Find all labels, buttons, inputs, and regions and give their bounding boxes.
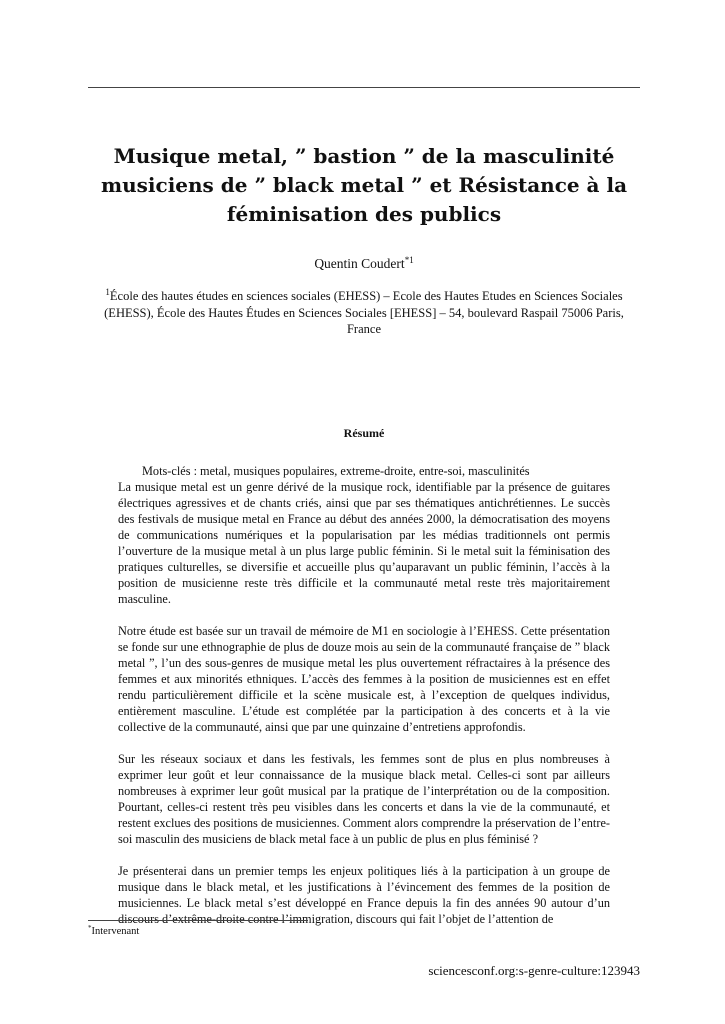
abstract-paragraph-2: Notre étude est basée sur un travail de mémoire de M1 en sociologie à l’EHESS. Cette présentation se fonde sur une ethnographie de plus de douze mois au sein de la communauté française de ” black metal ”, l’un des sous-genres de musique metal les plus ouvertement réfractaires à la présence des femmes et aux minorités ethniques. L’accès des femmes à la position de musiciennes est en effet rendu particulièrement difficile et la scène musicale est, à l’exception de quelques individus, entièrement masculine. L’étude est complétée par la participation à des concerts et à la vie collective de la communauté, ainsi que par une quinzaine d’entretiens approfondis. <box>118 624 610 734</box>
abstract-paragraph-1-text: La musique metal est un genre dérivé de la musique rock, identifiable par la présence de guitares électriques agressives et de chants criés, ainsi que par ses thématiques antichrétiennes. Le succès des festivals de musique metal en France au début des années 2000, la démocratisation des moyens de communications numériques et la popularisation par les médias traditionnels ont permis l’ouverture de la musique metal à un plus large public féminin. Si le metal suit la féminisation des pratiques culturelles, se diversifie et accueille plus qu’auparavant un public féminin, l’accès à la position de musicienne reste très difficile et la communauté metal reste très majoritairement masculine. <box>118 480 610 606</box>
abstract-body <box>118 463 610 943</box>
affiliation <box>88 288 640 338</box>
abstract-paragraph-3: Sur les réseaux sociaux et dans les festivals, les femmes sont de plus en plus nombreuses à exprimer leur goût et leur connaissance de la musique black metal. Celles-ci sont par ailleurs nombreuses à exprimer leur goût musical par la pratique de l’interprétation ou de la composition. Pourtant, celles-ci restent très peu visibles dans les concerts et dans la vie de la communauté, et restent exclues des positions de musiciennes. Comment alors comprendre la préservation de l’entre-soi masculin des musiciens de black metal face à un public de plus en plus féminisé ? <box>118 752 610 846</box>
affiliation-mark: 1 <box>105 287 110 297</box>
author-name: Quentin Coudert <box>314 256 405 271</box>
footnote-text: Intervenant <box>91 926 140 937</box>
keywords: Mots-clés : metal, musiques populaires, extreme-droite, entre-soi, masculinités <box>142 464 530 478</box>
header-rule <box>88 87 640 88</box>
footnote <box>88 926 139 937</box>
affiliation-text: École des hautes études en sciences sociales (EHESS) – Ecole des Hautes Etudes en Sciences Sociales (EHESS), École des Hautes Études en Sciences Sociales [EHESS] – 54, boulevard Raspail 75006 Paris, France <box>104 289 624 336</box>
abstract-paragraph-4: Je présenterai dans un premier temps les enjeux politiques liés à la participation à un groupe de musique dans le black metal, et les justifications à l’évincement des femmes de la position de musiciennes. Le black metal s’est développé en France depuis la fin des années 90 autour d’un discours d’extrême-droite contre l’immigration, discours qui fait l’objet de l’attention de <box>118 864 610 926</box>
abstract-paragraph-1 <box>118 463 610 607</box>
footnote-rule <box>88 920 308 921</box>
title-line-1: Musique metal, ” bastion ” de la masculinité <box>113 144 615 168</box>
title-line-2: musiciens de ” black metal ” et Résistance à la <box>100 173 628 197</box>
document-id: sciencesconf.org:s-genre-culture:123943 <box>428 963 640 978</box>
author <box>88 256 640 272</box>
abstract-heading: Résumé <box>343 426 385 440</box>
title-line-3: féminisation des publics <box>226 202 502 226</box>
author-marks: *1 <box>404 255 414 265</box>
footnote-mark: * <box>88 924 92 932</box>
paper-title <box>88 142 640 229</box>
